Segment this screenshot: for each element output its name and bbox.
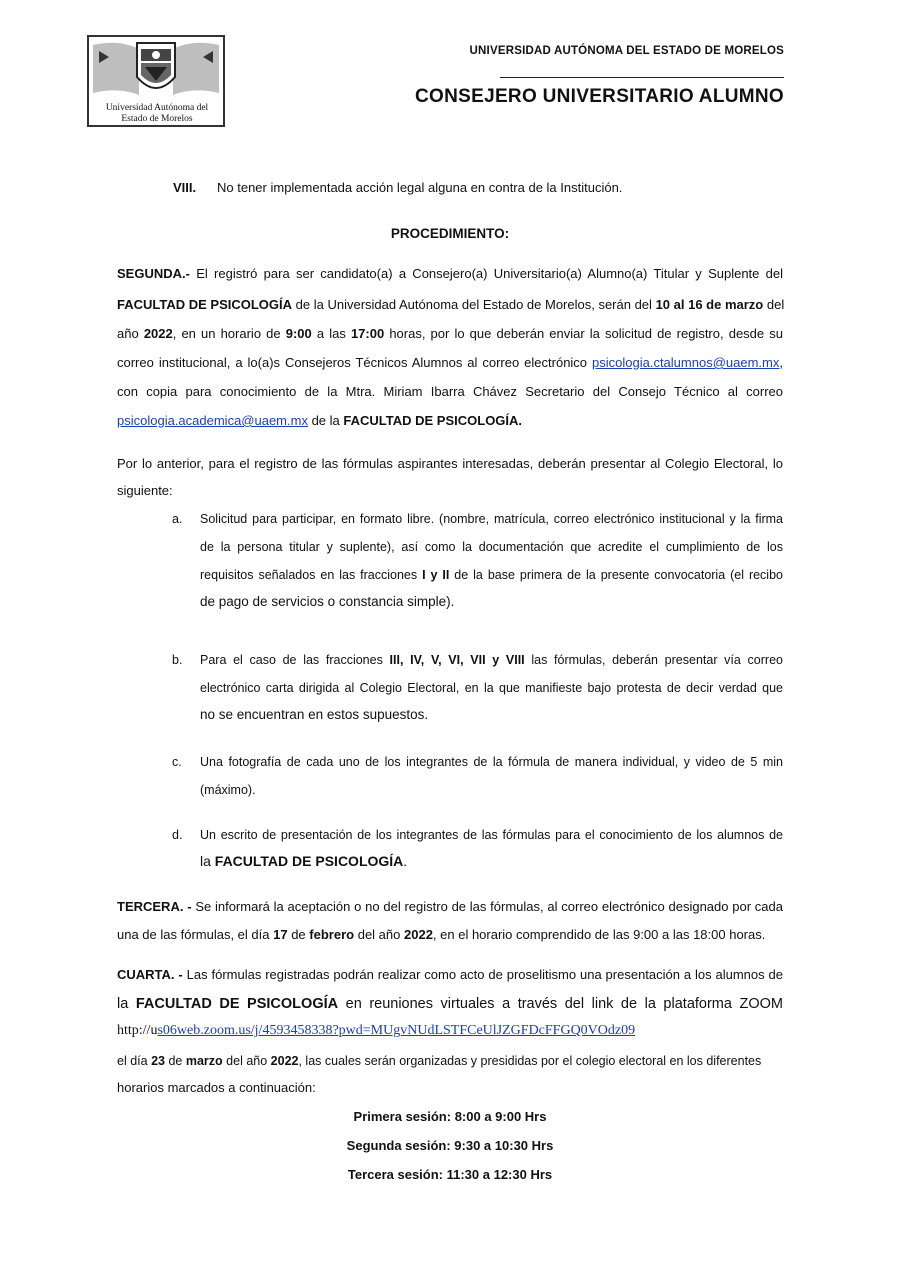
segunda-line6 bbox=[117, 412, 522, 430]
item-b-letter: b. bbox=[172, 653, 183, 667]
segunda-line1 bbox=[117, 265, 783, 283]
item-a-line3 bbox=[200, 566, 783, 584]
cuarta-l2-a: la bbox=[117, 996, 129, 1012]
cuarta-year: 2022 bbox=[270, 1054, 299, 1068]
segunda-l2-text: de la Universidad Autónoma del Estado de Morelos, serán del bbox=[295, 297, 652, 312]
item-d-letter: d. bbox=[172, 828, 183, 842]
tercera-year: 2022 bbox=[404, 927, 433, 942]
item-d-line2 bbox=[200, 852, 407, 870]
cuarta-line2 bbox=[117, 995, 783, 1013]
item-a-l3-a: requisitos señalados en las fracciones bbox=[200, 568, 418, 582]
tercera-line1 bbox=[117, 898, 783, 916]
cuarta-l4-b: de bbox=[168, 1054, 183, 1068]
registro-intro-line2: siguiente: bbox=[117, 483, 173, 498]
segunda-l6-text: de la bbox=[311, 413, 340, 428]
segunda-l3-b: , en un horario de bbox=[172, 326, 281, 341]
segunda-l4-tail: , bbox=[779, 355, 783, 370]
cuarta-l4-a: el día bbox=[117, 1054, 148, 1068]
item-viii-number: VIII. bbox=[173, 180, 197, 195]
item-c-letter: c. bbox=[172, 755, 182, 769]
crest-icon bbox=[89, 37, 223, 101]
university-name: UNIVERSIDAD AUTÓNOMA DEL ESTADO DE MORELOS bbox=[469, 45, 784, 57]
header-rule bbox=[500, 77, 784, 78]
cuarta-l1-text: Las fórmulas registradas podrán realizar como acto de proselitismo una presentación a los alumnos de bbox=[186, 967, 783, 982]
segunda-l4-text: correo institucional, a lo(a)s Consejeros Técnicos Alumnos al correo electrónico bbox=[117, 355, 588, 370]
cuarta-l4-d: , las cuales serán organizadas y presididas por el colegio electoral en los diferentes bbox=[298, 1054, 762, 1068]
cuarta-faculty: FACULTAD DE PSICOLOGÍA bbox=[135, 996, 339, 1012]
cuarta-l4-c: del año bbox=[226, 1054, 268, 1068]
item-d-line1: Un escrito de presentación de los integrantes de las fórmulas para el conocimiento de los alumnos de bbox=[200, 828, 783, 842]
session-first: Primera sesión: 8:00 a 9:00 Hrs bbox=[353, 1109, 547, 1124]
segunda-l2-tail: del bbox=[766, 297, 785, 312]
item-b-fractions: III, IV, V, VI, VII y VIII bbox=[389, 653, 525, 667]
registration-dates: 10 al 16 de marzo bbox=[655, 297, 764, 312]
tercera-l2-b: de bbox=[291, 927, 306, 942]
item-b-l1-b: las fórmulas, deberán presentar vía correo bbox=[531, 653, 783, 667]
cuarta-lead: CUARTA. - bbox=[117, 967, 183, 982]
item-a-fractions: I y II bbox=[422, 568, 450, 582]
segunda-l3-c: a las bbox=[316, 326, 346, 341]
faculty-name: FACULTAD DE PSICOLOGÍA bbox=[117, 297, 293, 312]
tercera-l2-c: del año bbox=[357, 927, 401, 942]
session-third: Tercera sesión: 11:30 a 12:30 Hrs bbox=[347, 1167, 553, 1182]
cuarta-day: 23 bbox=[151, 1054, 165, 1068]
segunda-lead: SEGUNDA.- bbox=[117, 266, 190, 281]
tercera-lead: TERCERA. - bbox=[117, 899, 192, 914]
item-a-l3-b: de la base primera de la presente convocatoria (el recibo bbox=[454, 568, 783, 582]
start-hour: 9:00 bbox=[285, 326, 312, 341]
segunda-l6-faculty: FACULTAD DE PSICOLOGÍA. bbox=[343, 413, 523, 428]
cuarta-line3 bbox=[117, 1022, 635, 1040]
tercera-l2-d: , en el horario comprendido de las 9:00 a las 18:00 horas. bbox=[432, 927, 766, 942]
segunda-l1-text: El registró para ser candidato(a) a Consejero(a) Universitario(a) Alumno(a) Titular y Suplente del bbox=[196, 266, 783, 281]
segunda-line3 bbox=[117, 325, 783, 343]
item-a-line4: de pago de servicios o constancia simple). bbox=[200, 594, 455, 609]
segunda-l3-a: año bbox=[117, 326, 139, 341]
item-b-line1 bbox=[200, 651, 783, 669]
cuarta-line5: horarios marcados a continuación: bbox=[117, 1080, 316, 1095]
item-b-line3: no se encuentran en estos supuestos. bbox=[200, 707, 429, 722]
item-d-l2-end: . bbox=[403, 853, 408, 869]
session-second: Segunda sesión: 9:30 a 10:30 Hrs bbox=[346, 1138, 554, 1153]
logo-text-line1: Universidad Autónoma del bbox=[105, 103, 209, 113]
cuarta-l2-b: en reuniones virtuales a través del link de la plataforma ZOOM bbox=[345, 996, 783, 1012]
ctalumnos-email-link[interactable]: psicologia.ctalumnos@uaem.mx bbox=[592, 355, 780, 370]
segunda-line5: con copia para conocimiento de la Mtra. Miriam Ibarra Chávez Secretario del Consejo Técnico al correo bbox=[117, 384, 783, 399]
tercera-l2-a: una de las fórmulas, el día bbox=[117, 927, 270, 942]
cuarta-line4 bbox=[117, 1052, 761, 1070]
item-a-letter: a. bbox=[172, 512, 183, 526]
item-a-line1: Solicitud para participar, en formato libre. (nombre, matrícula, correo electrónico institucional y la firma bbox=[200, 512, 783, 526]
tercera-l1-text: Se informará la aceptación o no del registro de las fórmulas, al correo electrónico designado por cada bbox=[195, 899, 783, 914]
council-title: CONSEJERO UNIVERSITARIO ALUMNO bbox=[415, 86, 784, 107]
academica-email-link[interactable]: psicologia.academica@uaem.mx bbox=[117, 413, 308, 428]
item-c-line2: (máximo). bbox=[200, 783, 256, 797]
zoom-meeting-link[interactable]: s06web.zoom.us/j/4593458338?pwd=MUgvNUdLSTFCeUlJZGFDcFFGQ0VOdz09 bbox=[157, 1023, 636, 1038]
procedimiento-heading: PROCEDIMIENTO: bbox=[390, 226, 510, 241]
item-viii-text: No tener implementada acción legal alguna en contra de la Institución. bbox=[217, 180, 623, 195]
segunda-line4 bbox=[117, 354, 783, 372]
registro-intro-line1: Por lo anterior, para el registro de las fórmulas aspirantes interesadas, deberán presentar al Colegio Electoral, lo bbox=[117, 456, 783, 471]
zoom-url-prefix: http://u bbox=[117, 1023, 158, 1038]
tercera-line2 bbox=[117, 926, 765, 944]
tercera-month: febrero bbox=[309, 927, 355, 942]
university-logo bbox=[87, 35, 225, 127]
segunda-l3-d: horas, por lo que deberán enviar la solicitud de registro, desde su bbox=[389, 326, 783, 341]
item-c-line1: Una fotografía de cada uno de los integrantes de la fórmula de manera individual, y video de 5 min bbox=[200, 755, 783, 769]
end-hour: 17:00 bbox=[350, 326, 385, 341]
segunda-line2 bbox=[117, 296, 783, 314]
cuarta-line1 bbox=[117, 966, 783, 984]
item-b-l1-a: Para el caso de las fracciones bbox=[200, 653, 383, 667]
cuarta-month: marzo bbox=[185, 1054, 223, 1068]
registration-year: 2022 bbox=[143, 326, 173, 341]
logo-text-line2: Estado de Morelos bbox=[121, 114, 193, 124]
tercera-day: 17 bbox=[273, 927, 288, 942]
item-a-line2: de la persona titular y suplente), así como la documentación que acredite el cumplimiento de los bbox=[200, 540, 783, 554]
item-b-line2: electrónico carta dirigida al Colegio Electoral, en la que manifieste bajo protesta de decir verdad que bbox=[200, 681, 783, 695]
item-d-faculty: FACULTAD DE PSICOLOGÍA bbox=[214, 853, 404, 869]
item-d-l2-a: la bbox=[200, 853, 211, 869]
